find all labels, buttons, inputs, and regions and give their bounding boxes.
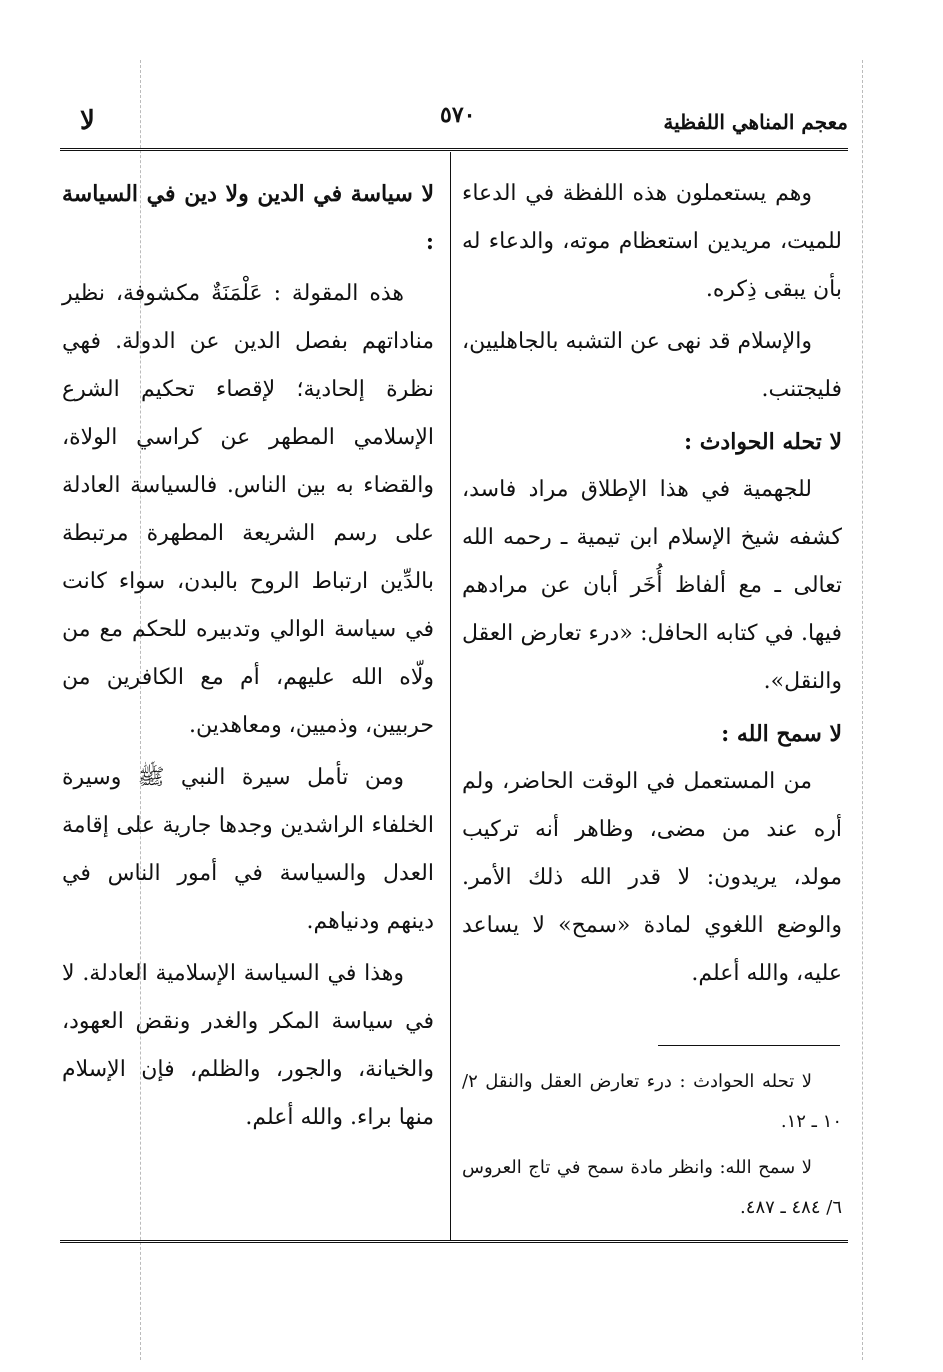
paragraph: هذه المقولة : عَلْمَنَةٌ مكشوفة، نظير مناداتهم بفصل الدين عن الدولة. فهي نظرة إلحادية؛ لإقصاء تحكيم الشرع الإسلامي المطهر عن كراسي الولاة، والقضاء به بين الناس. فالسياسة العادلة على رسم الشريعة المطهرة مرتبطة بالدِّين ارتباط الروح بالبدن، سواء كانت في سياسة الوالي وتدبيره للحكم مع من ولّاه الله عليهم، أم مع الكافرين من حربيين، وذميين، ومعاهدين. bbox=[62, 281, 434, 738]
paragraph: وهم يستعملون هذه اللفظة في الدعاء للميت، مريدين استعظام موته، والدعاء له بأن يبقى ذِكره. bbox=[462, 181, 842, 302]
footnotes bbox=[462, 1062, 842, 1234]
paragraph: ومن تأمل سيرة النبي ﷺ وسيرة الخلفاء الراشدين وجدها جارية على إقامة العدل والسياسة في أمور الناس في دينهم ودنياهم. bbox=[62, 765, 434, 934]
page-header bbox=[60, 100, 848, 140]
entry-letter: لا bbox=[80, 106, 95, 136]
paragraph: وهذا في السياسة الإسلامية العادلة. لا في سياسة المكر والغدر ونقض العهود، والخيانة، والجور، والظلم، فإن الإسلام منها براء. والله أعلم. bbox=[62, 961, 434, 1130]
column-divider bbox=[450, 152, 451, 1240]
entry-heading: لا سمح الله : bbox=[721, 721, 842, 747]
paragraph: والإسلام قد نهى عن التشبه بالجاهليين، فليجتنب. bbox=[462, 329, 842, 402]
running-title: معجم المناهي اللفظية bbox=[663, 110, 848, 134]
paragraph: من المستعمل في الوقت الحاضر، ولم أره عند من مضى، وظاهر أنه تركيب مولد، يريدون: لا قدر الله ذلك الأمر. والوضع اللغوي لمادة «سمح» لا يساعد عليه، والله أعلم. bbox=[462, 769, 842, 986]
footer-rule bbox=[60, 1240, 848, 1245]
right-column bbox=[462, 170, 842, 998]
footnote-separator bbox=[658, 1045, 840, 1046]
scan-guide-line bbox=[862, 60, 863, 1360]
left-column bbox=[62, 170, 434, 1142]
entry-heading: لا تحله الحوادث : bbox=[683, 429, 842, 455]
footnote: لا سمح الله: وانظر مادة سمح في تاج العروس ٦/ ٤٨٤ ـ ٤٨٧. bbox=[462, 1157, 842, 1218]
footnote: لا تحله الحوادث : درء تعارض العقل والنقل ٢/ ١٠ ـ ١٢. bbox=[462, 1071, 842, 1132]
entry-heading: لا سياسة في الدين ولا دين في السياسة : bbox=[62, 181, 434, 255]
header-rule bbox=[60, 148, 848, 153]
page-number: ٥٧٠ bbox=[440, 102, 476, 128]
paragraph: للجهمية في هذا الإطلاق مراد فاسد، كشفه شيخ الإسلام ابن تيمية ـ رحمه الله تعالى ـ مع ألفاظ أُخَر أبان عن مرادهم فيها. في كتابه الحافل: «درء تعارض العقل والنقل». bbox=[462, 477, 842, 694]
